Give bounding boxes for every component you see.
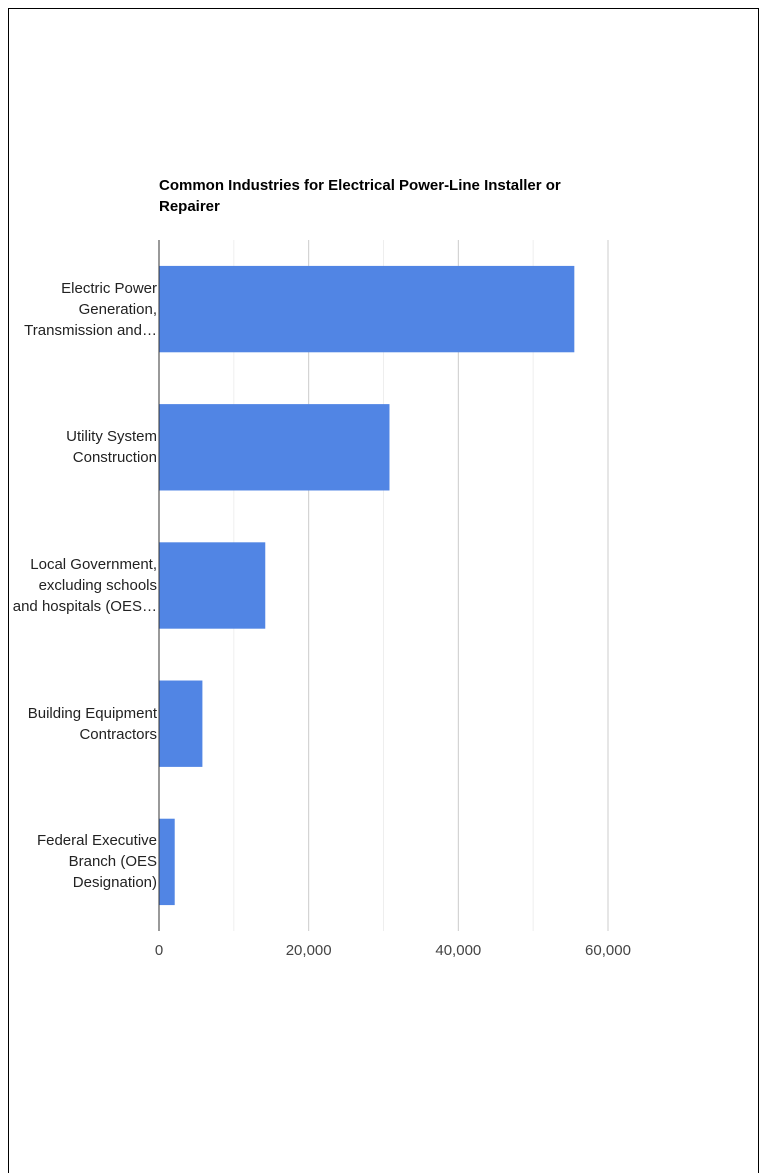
category-label (7, 278, 157, 341)
category-label-line: Transmission and… (24, 321, 157, 339)
bar[interactable] (159, 542, 265, 628)
category-label-line: Designation) (72, 874, 157, 892)
x-tick-labels (155, 942, 631, 959)
category-label-line: Construction (72, 449, 157, 467)
category-label (7, 426, 157, 468)
category-label-line: Electric Power (61, 279, 157, 297)
category-label-line: Contractors (79, 725, 157, 743)
x-tick-label: 20,000 (285, 942, 332, 959)
category-label-line: excluding schools (38, 577, 157, 594)
category-label-line: Local Government, (30, 556, 157, 573)
x-tick-label: 0 (154, 942, 164, 959)
category-label-line: Generation, (78, 300, 157, 318)
x-tick-label: 60,000 (585, 942, 631, 959)
bar[interactable] (159, 266, 574, 352)
category-label (7, 554, 157, 617)
bar[interactable] (159, 819, 175, 905)
chart-title: Common Industries for Electrical Power-Line Installer or Repairer (159, 177, 561, 215)
category-label-line: Utility System (66, 428, 157, 446)
category-label-line: Branch (OES (68, 853, 157, 871)
category-label-line: Federal Executive (36, 832, 157, 850)
bars (159, 266, 574, 905)
bar[interactable] (159, 404, 389, 490)
category-label (7, 830, 157, 893)
bar[interactable] (159, 681, 202, 767)
x-tick-label: 40,000 (435, 942, 482, 959)
category-label-line: and hospitals (OES… (12, 598, 157, 615)
category-label (7, 703, 157, 745)
category-label-line: Building Equipment (27, 704, 157, 722)
